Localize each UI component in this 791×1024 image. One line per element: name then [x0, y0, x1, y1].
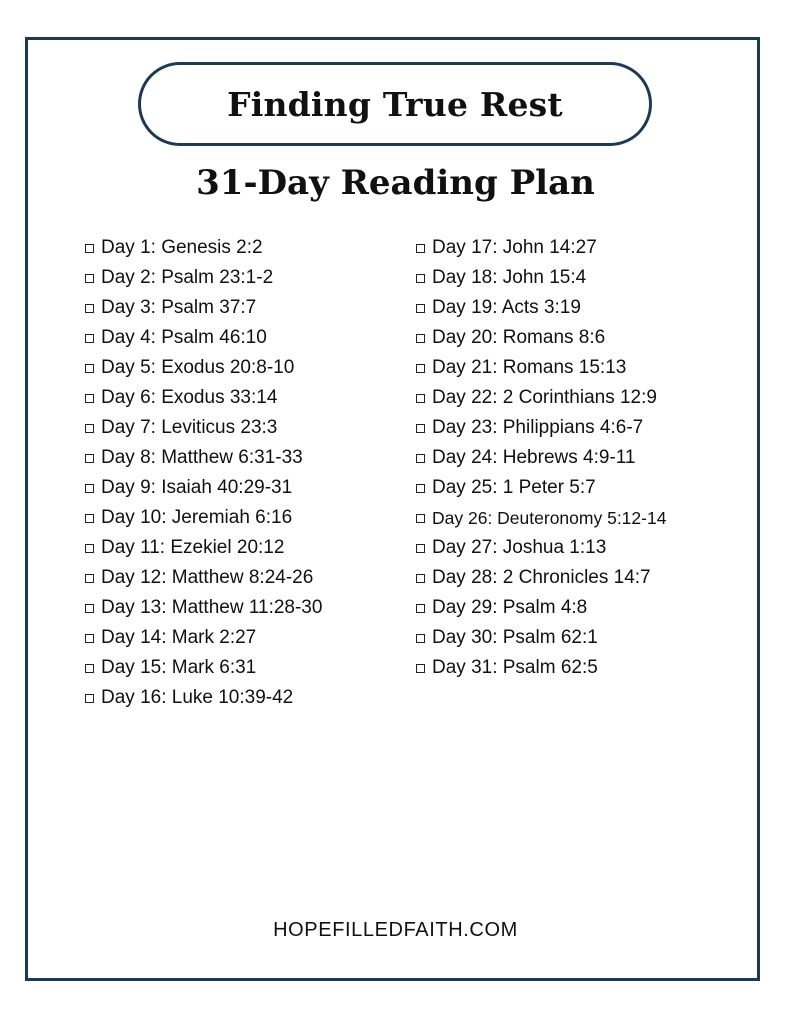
reading-item-label: Day 28: 2 Chronicles 14:7 — [432, 567, 651, 588]
checkbox-icon[interactable] — [85, 364, 94, 373]
checkbox-icon[interactable] — [416, 484, 425, 493]
checkbox-icon[interactable] — [416, 244, 425, 253]
checkbox-icon[interactable] — [85, 424, 94, 433]
checkbox-icon[interactable] — [85, 544, 94, 553]
checkbox-icon[interactable] — [416, 604, 425, 613]
reading-item[interactable] — [416, 533, 666, 563]
checkbox-icon[interactable] — [85, 604, 94, 613]
checkbox-icon[interactable] — [416, 544, 425, 553]
checkbox-icon[interactable] — [85, 454, 94, 463]
reading-item-label: Day 2: Psalm 23:1-2 — [101, 267, 274, 288]
reading-item[interactable] — [416, 563, 666, 593]
page-title: Finding True Rest — [227, 84, 563, 124]
reading-item[interactable] — [416, 353, 666, 383]
reading-item-label: Day 1: Genesis 2:2 — [101, 237, 263, 258]
reading-item-label: Day 27: Joshua 1:13 — [432, 537, 607, 558]
reading-item[interactable] — [85, 383, 322, 413]
reading-item-label: Day 14: Mark 2:27 — [101, 627, 257, 648]
checkbox-icon[interactable] — [416, 364, 425, 373]
reading-item[interactable] — [416, 413, 666, 443]
reading-item-label: Day 23: Philippians 4:6-7 — [432, 417, 644, 438]
reading-item[interactable] — [416, 233, 666, 263]
checkbox-icon[interactable] — [85, 694, 94, 703]
checkbox-icon[interactable] — [85, 244, 94, 253]
checkbox-icon[interactable] — [416, 334, 425, 343]
reading-item-label: Day 5: Exodus 20:8-10 — [101, 357, 295, 378]
checkbox-icon[interactable] — [416, 394, 425, 403]
reading-item[interactable] — [416, 383, 666, 413]
checkbox-icon[interactable] — [85, 484, 94, 493]
checkbox-icon[interactable] — [416, 664, 425, 673]
checkbox-icon[interactable] — [416, 424, 425, 433]
checkbox-icon[interactable] — [416, 304, 425, 313]
checkbox-icon[interactable] — [416, 274, 425, 283]
reading-item-label: Day 11: Ezekiel 20:12 — [101, 537, 285, 558]
reading-item-label: Day 6: Exodus 33:14 — [101, 387, 278, 408]
reading-item[interactable] — [416, 323, 666, 353]
reading-item-label: Day 7: Leviticus 23:3 — [101, 417, 278, 438]
checkbox-icon[interactable] — [85, 514, 94, 523]
reading-item-label: Day 17: John 14:27 — [432, 237, 597, 258]
checkbox-icon[interactable] — [85, 334, 94, 343]
checkbox-icon[interactable] — [85, 664, 94, 673]
reading-item[interactable] — [85, 413, 322, 443]
reading-item[interactable] — [416, 623, 666, 653]
reading-item-label: Day 4: Psalm 46:10 — [101, 327, 267, 348]
reading-item[interactable] — [416, 293, 666, 323]
reading-item[interactable] — [85, 233, 322, 263]
footer-website: HOPEFILLEDFAITH.COM — [273, 919, 518, 941]
reading-list-left — [85, 233, 322, 713]
reading-item[interactable] — [85, 293, 322, 323]
reading-item-label: Day 10: Jeremiah 6:16 — [101, 507, 293, 528]
checkbox-icon[interactable] — [416, 454, 425, 463]
reading-item-label: Day 22: 2 Corinthians 12:9 — [432, 387, 657, 408]
page-subtitle: 31-Day Reading Plan — [196, 163, 595, 203]
reading-item-label: Day 21: Romans 15:13 — [432, 357, 627, 378]
reading-item[interactable] — [85, 533, 322, 563]
reading-item[interactable] — [85, 473, 322, 503]
reading-item[interactable] — [85, 443, 322, 473]
reading-item-label: Day 24: Hebrews 4:9-11 — [432, 447, 636, 468]
reading-item-label: Day 19: Acts 3:19 — [432, 297, 581, 318]
reading-item[interactable] — [85, 623, 322, 653]
reading-item[interactable] — [85, 503, 322, 533]
reading-item-label: Day 3: Psalm 37:7 — [101, 297, 257, 318]
reading-item-label: Day 31: Psalm 62:5 — [432, 657, 598, 678]
reading-item-label: Day 9: Isaiah 40:29-31 — [101, 477, 293, 498]
reading-item[interactable] — [85, 323, 322, 353]
reading-item-label: Day 30: Psalm 62:1 — [432, 627, 598, 648]
checkbox-icon[interactable] — [85, 394, 94, 403]
reading-item-label: Day 18: John 15:4 — [432, 267, 587, 288]
checkbox-icon[interactable] — [85, 274, 94, 283]
reading-item-label: Day 25: 1 Peter 5:7 — [432, 477, 596, 498]
checkbox-icon[interactable] — [416, 514, 425, 523]
checkbox-icon[interactable] — [85, 634, 94, 643]
reading-item[interactable] — [416, 473, 666, 503]
checkbox-icon[interactable] — [85, 304, 94, 313]
reading-item[interactable] — [85, 683, 322, 713]
reading-item[interactable] — [85, 653, 322, 683]
reading-item[interactable] — [85, 593, 322, 623]
reading-item-label: Day 29: Psalm 4:8 — [432, 597, 588, 618]
title-banner — [138, 62, 652, 146]
reading-item-label: Day 15: Mark 6:31 — [101, 657, 257, 678]
reading-item[interactable] — [416, 263, 666, 293]
checkbox-icon[interactable] — [416, 634, 425, 643]
reading-item[interactable] — [416, 503, 666, 533]
reading-item-label: Day 13: Matthew 11:28-30 — [101, 597, 323, 618]
reading-item-label: Day 16: Luke 10:39-42 — [101, 687, 294, 708]
reading-item[interactable] — [416, 443, 666, 473]
reading-list-right — [416, 233, 666, 683]
reading-item-label: Day 8: Matthew 6:31-33 — [101, 447, 303, 468]
reading-item[interactable] — [416, 593, 666, 623]
reading-item-label: Day 20: Romans 8:6 — [432, 327, 606, 348]
reading-item[interactable] — [85, 563, 322, 593]
checkbox-icon[interactable] — [85, 574, 94, 583]
reading-item[interactable] — [85, 263, 322, 293]
checkbox-icon[interactable] — [416, 574, 425, 583]
reading-item[interactable] — [416, 653, 666, 683]
reading-item[interactable] — [85, 353, 322, 383]
reading-item-label: Day 26: Deuteronomy 5:12-14 — [432, 508, 667, 528]
reading-item-label: Day 12: Matthew 8:24-26 — [101, 567, 314, 588]
